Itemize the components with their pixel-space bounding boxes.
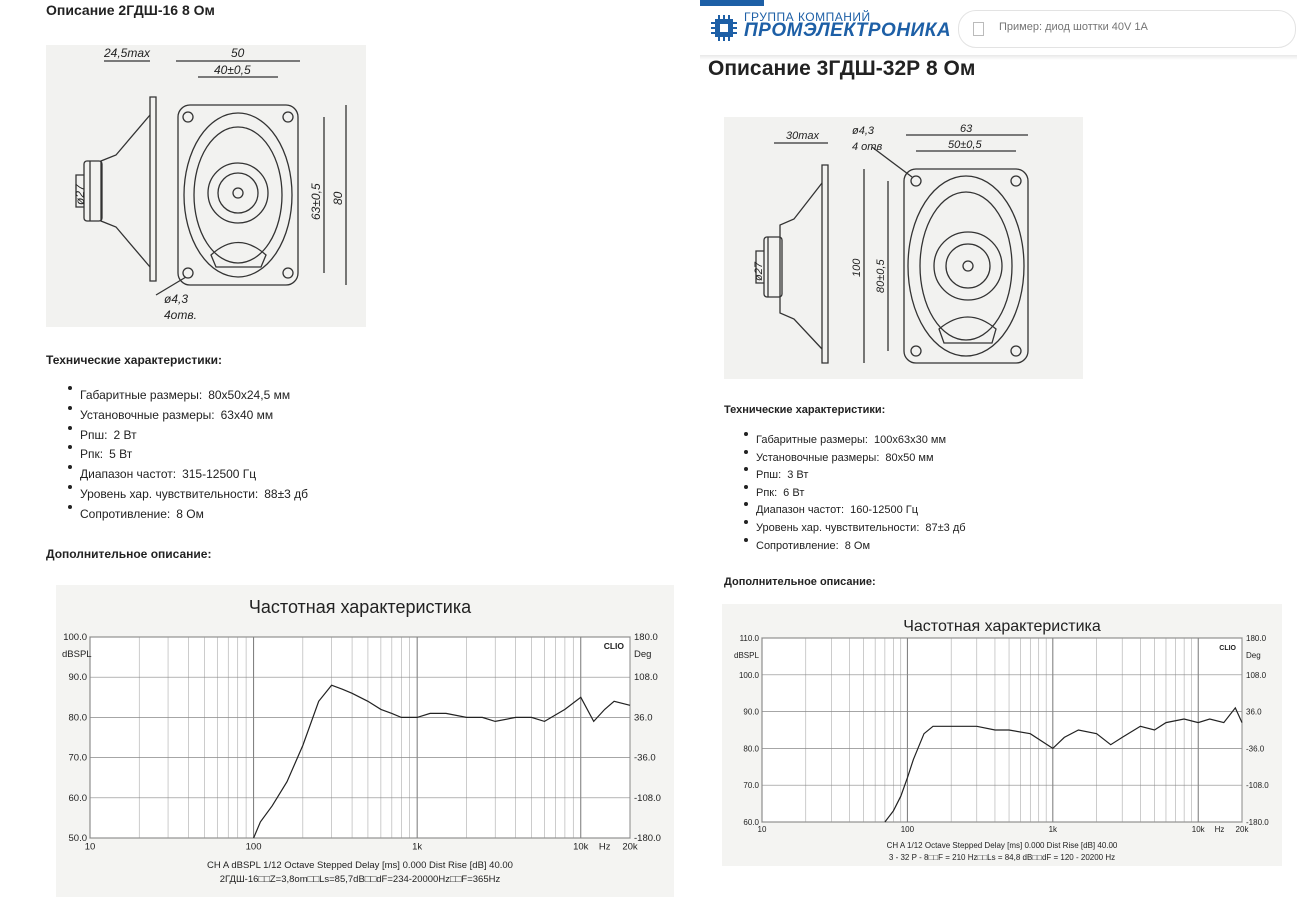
spec-value: 160-12500 Гц: [850, 504, 918, 517]
dim-text: 50: [231, 46, 245, 60]
y-tick-label: 100.0: [738, 670, 759, 680]
dim-text: 4отв.: [164, 308, 197, 322]
chart-title: Частотная характеристика: [248, 597, 472, 617]
phase-tick-label: 36.0: [1246, 707, 1262, 717]
spec-label: Диапазон частот:: [756, 504, 845, 517]
spec-label: Сопротивление:: [756, 539, 839, 552]
chart-footer-params: 2ГДШ-16□□Z=3,8om□□Ls=85,7dB□□dF=234-20000Hz□□F=365Hz: [219, 874, 501, 885]
speaker-drawing: [46, 45, 366, 327]
x-tick-label: 1k: [1048, 825, 1058, 834]
dim-text: ø4,3: [164, 292, 189, 306]
phase-tick-label: -36.0: [634, 752, 656, 764]
dim-text: 63±0,5: [309, 183, 323, 220]
spec-item: [742, 485, 966, 503]
spec-value: 80х50 мм: [885, 451, 934, 464]
x-tick-label: Hz: [598, 841, 611, 853]
spec-item: [742, 467, 966, 485]
spec-item: [742, 502, 966, 520]
specs-list: [742, 432, 966, 555]
y-tick-label: 70.0: [68, 752, 87, 764]
spec-item: [66, 465, 308, 485]
spec-value: 6 Вт: [783, 486, 805, 499]
site-header: [700, 0, 1297, 58]
spec-label: Установочные размеры:: [756, 451, 880, 464]
spec-item: [742, 450, 966, 468]
y-unit-label: dBSPL: [734, 651, 759, 660]
y-tick-label: 100.0: [63, 632, 87, 643]
phase-unit-label: Deg: [634, 649, 652, 660]
spec-label: Сопротивление:: [80, 506, 171, 521]
spec-value: 315-12500 Гц: [182, 467, 257, 482]
logo-tagline: ГРУППА КОМПАНИЙ: [744, 10, 871, 24]
right-description-pane: [700, 0, 1297, 908]
dim-text: 4 отв: [852, 141, 883, 153]
search-box[interactable]: [958, 10, 1296, 48]
dim-text: 30max: [786, 130, 820, 142]
spec-label: Рпк:: [80, 447, 104, 462]
x-tick-label: 20k: [622, 841, 638, 853]
y-tick-label: 110.0: [739, 634, 759, 643]
extra-heading: Дополнительное описание:: [724, 576, 876, 588]
phase-tick-label: 180.0: [634, 632, 658, 643]
spec-item: [66, 485, 308, 505]
spec-label: Диапазон частот:: [80, 467, 177, 482]
spec-value: 80х50х24,5 мм: [208, 388, 291, 402]
spec-value: 3 Вт: [787, 469, 809, 482]
chart-footer-settings: CH A 1/12 Octave Stepped Delay [ms] 0.000 Dist Rise [dB] 40.00: [886, 841, 1118, 850]
y-tick-label: 90.0: [743, 707, 759, 717]
frequency-response-chart: [56, 585, 674, 897]
spec-value: 63х40 мм: [220, 407, 274, 422]
dim-text: 63: [960, 123, 973, 135]
clio-brand-label: CLIO: [603, 641, 624, 651]
y-tick-label: 50.0: [68, 833, 87, 844]
extra-heading: Дополнительное описание:: [46, 547, 212, 561]
y-tick-label: 80.0: [743, 744, 759, 754]
spec-value: 88±3 дб: [264, 486, 309, 501]
y-tick-label: 80.0: [68, 712, 87, 724]
dim-text: ø27: [753, 262, 765, 281]
spec-label: Габаритные размеры:: [80, 388, 203, 402]
spec-item: [66, 386, 308, 406]
x-tick-label: 10k: [573, 841, 589, 853]
spec-value: 5 Вт: [109, 447, 133, 462]
spec-value: 8 Ом: [844, 539, 871, 552]
specs-heading: Технические характеристики:: [46, 353, 223, 367]
spec-item: [66, 406, 308, 426]
header-accent-bar: [700, 0, 764, 6]
dim-text: 100: [851, 258, 863, 277]
phase-tick-label: -108.0: [634, 792, 661, 804]
phase-tick-label: 108.0: [634, 672, 658, 684]
spec-item: [66, 505, 308, 525]
spec-item: [742, 538, 966, 556]
spec-item: [742, 432, 966, 450]
x-tick-label: 100: [245, 841, 262, 853]
y-tick-label: 70.0: [743, 781, 759, 791]
plot-area: [90, 637, 630, 838]
phase-unit-label: Deg: [1246, 651, 1261, 660]
x-tick-label: 100: [900, 825, 915, 834]
spec-value: 2 Вт: [113, 427, 137, 442]
phase-tick-label: -180.0: [634, 833, 661, 844]
x-tick-label: 10: [757, 825, 767, 834]
spec-label: Рпк:: [756, 486, 778, 499]
x-tick-label: 20k: [1235, 825, 1249, 834]
frequency-response-svg: [722, 604, 1282, 866]
chart-title: Частотная характеристика: [903, 618, 1101, 635]
spec-label: Рпш:: [756, 469, 782, 482]
y-tick-label: 60.0: [743, 818, 759, 827]
y-unit-label: dBSPL: [62, 649, 92, 660]
frequency-response-svg: [56, 585, 674, 897]
y-tick-label: 90.0: [68, 672, 87, 684]
specs-list: [66, 386, 308, 525]
dim-text: 80±0,5: [875, 259, 887, 293]
phase-tick-label: 180.0: [1246, 634, 1267, 643]
product-title: Описание 2ГДШ-16 8 Ом: [46, 2, 215, 18]
clio-brand-label: CLIO: [1219, 645, 1236, 652]
spec-value: 100х63х30 мм: [874, 434, 947, 446]
speaker-drawing: [724, 117, 1083, 379]
x-tick-label: 1k: [412, 841, 423, 853]
spec-label: Уровень хар. чувствительности:: [756, 521, 920, 534]
product-title: Описание 3ГДШ-32Р 8 Ом: [708, 57, 976, 80]
chip-logo-icon: [710, 14, 738, 42]
dim-text: 80: [331, 191, 345, 205]
frequency-response-chart: [722, 604, 1282, 866]
x-tick-label: 10k: [1191, 825, 1205, 834]
phase-tick-label: 108.0: [1246, 670, 1267, 680]
speaker-drawing-svg: [724, 117, 1083, 379]
spec-value: 87±3 дб: [925, 521, 966, 534]
search-icon: [973, 22, 984, 36]
phase-tick-label: 36.0: [634, 712, 653, 724]
x-tick-label: Hz: [1214, 825, 1225, 834]
spec-value: 8 Ом: [176, 506, 204, 521]
spec-label: Уровень хар. чувствительности:: [80, 486, 259, 501]
spec-label: Рпш:: [80, 427, 108, 442]
phase-tick-label: -108.0: [1246, 781, 1269, 791]
spec-item: [742, 520, 966, 538]
dim-text: 24,5max: [104, 46, 151, 60]
dim-text: 40±0,5: [214, 63, 251, 77]
spec-label: Установочные размеры:: [80, 407, 215, 422]
phase-tick-label: -36.0: [1246, 744, 1265, 754]
search-input[interactable]: [997, 20, 1281, 34]
phase-tick-label: -180.0: [1246, 818, 1269, 827]
y-tick-label: 60.0: [68, 792, 87, 804]
spec-label: Габаритные размеры:: [756, 434, 868, 446]
chart-footer-settings: CH A dBSPL 1/12 Octave Stepped Delay [ms] 0.000 Dist Rise [dB] 40.00: [207, 860, 513, 871]
spec-item: [66, 445, 308, 465]
logo-wordmark[interactable]: ПРОМЭЛЕКТРОНИКА: [744, 20, 952, 41]
dim-text: ø4,3: [852, 125, 875, 137]
chart-footer-params: 3 - 32 Р - 8□□F = 210 Hz□□Ls = 84,8 dB□□dF = 120 - 20200 Hz: [888, 853, 1116, 862]
specs-heading: Технические характеристики:: [724, 404, 886, 416]
x-tick-label: 10: [84, 841, 96, 853]
dim-text: ø27: [73, 184, 87, 205]
speaker-drawing-svg: [46, 45, 366, 327]
dim-text: 50±0,5: [948, 139, 982, 151]
spec-item: [66, 426, 308, 446]
